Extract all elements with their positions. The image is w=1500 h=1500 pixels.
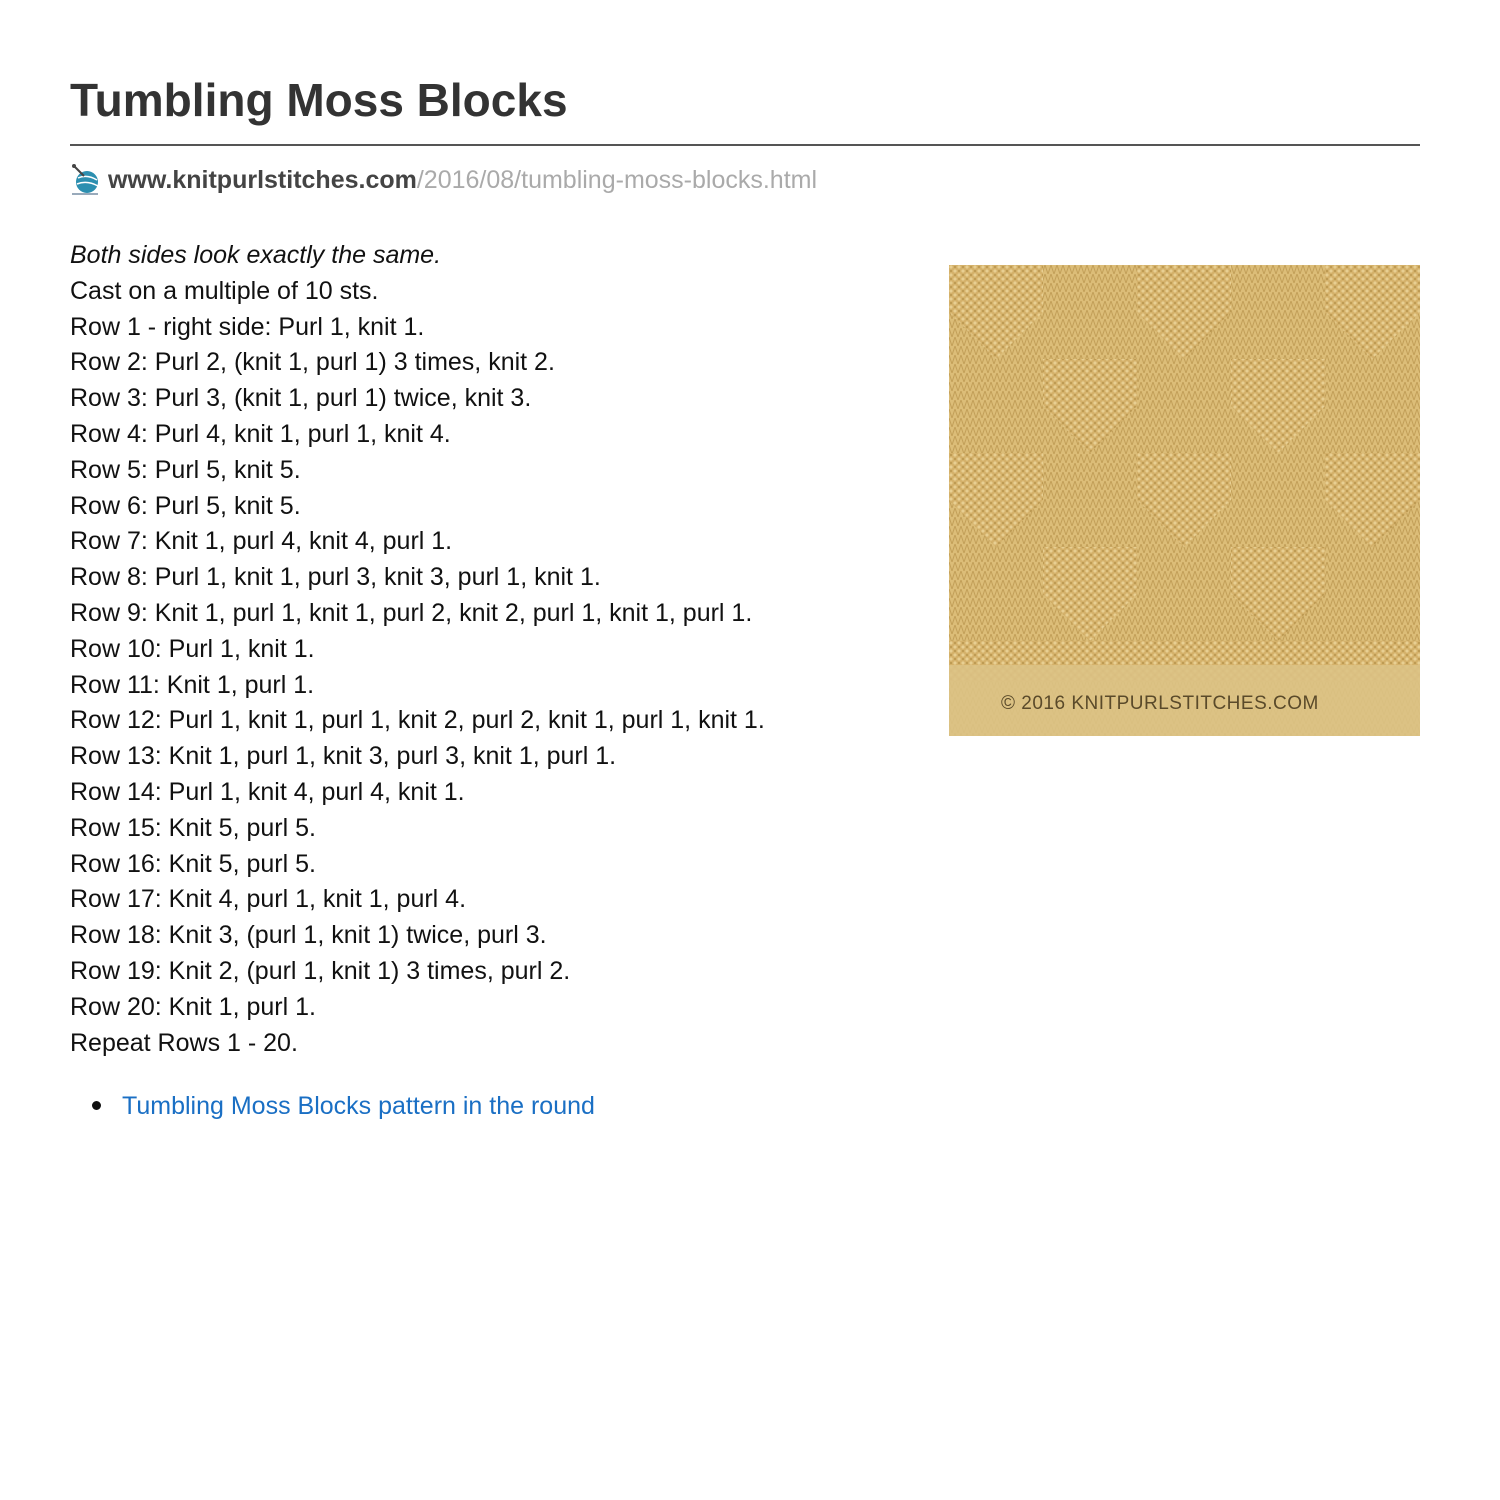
instruction-line: Row 9: Knit 1, purl 1, knit 1, purl 2, knit 2, purl 1, knit 1, purl 1. — [70, 598, 753, 627]
instruction-line: Row 2: Purl 2, (knit 1, purl 1) 3 times, knit 2. — [70, 348, 555, 377]
swatch-watermark: © 2016 KNITPURLSTITCHES.COM — [1001, 693, 1319, 714]
instruction-line: Row 14: Purl 1, knit 4, purl 4, knit 1. — [70, 777, 465, 806]
yarn-ball-icon — [70, 164, 100, 196]
pattern-instructions — [70, 238, 920, 1061]
instruction-line: Row 17: Knit 4, purl 1, knit 1, purl 4. — [70, 885, 467, 914]
source-url[interactable] — [70, 160, 817, 200]
knitted-swatch-photo — [949, 265, 1420, 736]
bullet-icon — [92, 1101, 101, 1110]
source-path: /2016/08/tumbling-moss-blocks.html — [416, 165, 818, 194]
pattern-in-the-round-link[interactable]: Tumbling Moss Blocks pattern in the round — [122, 1092, 595, 1120]
title-divider — [70, 144, 1420, 146]
instruction-line: Row 11: Knit 1, purl 1. — [70, 670, 315, 699]
page-title: Tumbling Moss Blocks — [70, 74, 568, 126]
instruction-line: Row 10: Purl 1, knit 1. — [70, 634, 315, 663]
intro-note: Both sides look exactly the same. — [70, 241, 442, 269]
instruction-line: Row 7: Knit 1, purl 4, knit 4, purl 1. — [70, 527, 453, 556]
instruction-line: Row 15: Knit 5, purl 5. — [70, 813, 316, 842]
related-links — [70, 1086, 595, 1126]
instruction-line: Row 16: Knit 5, purl 5. — [70, 849, 316, 878]
instruction-line: Row 6: Purl 5, knit 5. — [70, 491, 301, 520]
instruction-line: Row 8: Purl 1, knit 1, purl 3, knit 3, purl 1, knit 1. — [70, 563, 601, 592]
instruction-line: Row 1 - right side: Purl 1, knit 1. — [70, 312, 425, 341]
instruction-line: Row 4: Purl 4, knit 1, purl 1, knit 4. — [70, 419, 451, 448]
instruction-line: Row 18: Knit 3, (purl 1, knit 1) twice, purl 3. — [70, 921, 547, 950]
instruction-line: Repeat Rows 1 - 20. — [70, 1028, 298, 1057]
instruction-line: Cast on a multiple of 10 sts. — [70, 276, 379, 305]
instruction-line: Row 5: Purl 5, knit 5. — [70, 455, 301, 484]
source-domain: www.knitpurlstitches.com — [108, 165, 417, 194]
instruction-line: Row 3: Purl 3, (knit 1, purl 1) twice, knit 3. — [70, 384, 532, 413]
list-item — [70, 1086, 595, 1126]
instruction-line: Row 13: Knit 1, purl 1, knit 3, purl 3, knit 1, purl 1. — [70, 742, 617, 771]
instruction-line: Row 12: Purl 1, knit 1, purl 1, knit 2, purl 2, knit 1, purl 1, knit 1. — [70, 706, 765, 735]
instruction-line: Row 19: Knit 2, (purl 1, knit 1) 3 times, purl 2. — [70, 956, 571, 985]
instruction-line: Row 20: Knit 1, purl 1. — [70, 992, 316, 1021]
